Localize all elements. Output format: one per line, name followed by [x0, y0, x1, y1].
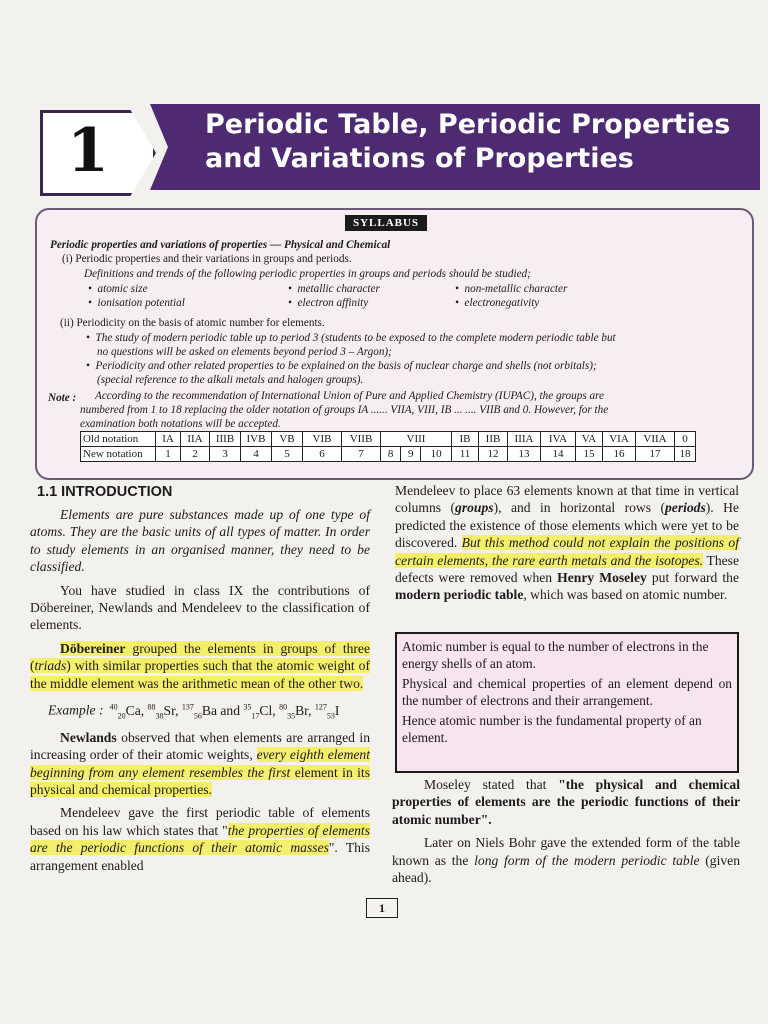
table-cell: IA: [156, 432, 181, 447]
table-cell: 8: [381, 447, 401, 462]
intro-paragraph-5: Mendeleev gave the first periodic table of elements based on his law which states that "the properties of elements are the periodic functions of their atomic masses". This arrangement enabled: [30, 805, 370, 873]
syllabus-item-2-bullet-2-cont: (special reference to the alkali metals and halogen groups).: [97, 374, 364, 386]
table-cell: 16: [603, 447, 636, 462]
syllabus-item-1: (i) Periodic properties and their variations in groups and periods.: [62, 253, 352, 265]
syllabus-item-2-bullet-1-cont: no questions will be asked on elements beyond period 3 – Argon);: [97, 346, 392, 358]
syllabus-bullet: • metallic character: [288, 283, 380, 295]
syllabus-bullet: • electronegativity: [455, 297, 540, 309]
table-cell: IIA: [181, 432, 210, 447]
table-cell: IIB: [479, 432, 508, 447]
key-point-2: Physical and chemical properties of an element depend on the number of electrons and their arrangement.: [402, 675, 732, 709]
table-cell: VIB: [303, 432, 342, 447]
bohr-paragraph: Later on Niels Bohr gave the extended form of the table known as the long form of the modern periodic table (given ahead).: [392, 835, 740, 886]
syllabus-bullet: • atomic size: [88, 283, 148, 295]
isotope-example: Example : $^{40}_{20}$Ca, $^{88}_{38}$Sr, $^{137}_{56}$Ba and $^{35}_{17}$Cl, $^{80}_{35}$Br, $^{127}_{53}$I: [48, 702, 340, 721]
table-cell: 4: [241, 447, 272, 462]
left-column: [30, 506, 370, 874]
table-cell: 1: [156, 447, 181, 462]
chapter-title-line1: Periodic Table, Periodic Properties: [205, 109, 731, 140]
table-cell: IVA: [541, 432, 576, 447]
table-cell: IVB: [241, 432, 272, 447]
table-cell: 0: [675, 432, 696, 447]
table-cell: 10: [421, 447, 452, 462]
table-cell: 9: [401, 447, 421, 462]
table-cell: 2: [181, 447, 210, 462]
table-cell: IB: [452, 432, 479, 447]
chapter-number: 1: [67, 116, 109, 186]
mendeleev-paragraph: Mendeleev to place 63 elements known at that time in vertical columns (groups), and in horizontal rows (periods). He predicted the existence of those elements which were yet to be discovered. But this method could not explain the positions of certain elements, the rare earth metals and the isotopes. These defects were removed when Henry Moseley put forward the modern periodic table, which was based on atomic number.: [395, 483, 739, 603]
right-column-top: [395, 482, 739, 604]
chapter-title: [205, 108, 745, 176]
chapter-title-line2: and Variations of Properties: [205, 143, 634, 174]
table-cell: 14: [541, 447, 576, 462]
moseley-paragraph: Moseley stated that "the physical and chemical properties of elements are the periodic functions of their atomic number".: [392, 777, 740, 827]
syllabus-item-1-sub: Definitions and trends of the following periodic properties in groups and periods should be studied;: [84, 268, 531, 280]
table-cell: VIIB: [342, 432, 381, 447]
intro-paragraph-3: Döbereiner grouped the elements in groups of three (triads) with similar properties such that the atomic weight of the middle element was the arithmetic mean of the other two.: [30, 640, 370, 691]
table-cell: 12: [479, 447, 508, 462]
key-points-text: [402, 638, 732, 746]
table-cell: 11: [452, 447, 479, 462]
table-cell: VIII: [381, 432, 452, 447]
intro-paragraph-1: Elements are pure substances made up of one type of atoms. They are the basic units of all types of matter. In order to study elements in an organised manner, they need to be classified.: [30, 507, 370, 575]
syllabus-bullet: • non-metallic character: [455, 283, 568, 295]
section-heading: 1.1 INTRODUCTION: [37, 484, 173, 500]
note-line-2: numbered from 1 to 18 replacing the older notation of groups IA ...... VIIA, VIII, IB ... .... VIIB and 0. However, for the: [80, 404, 609, 416]
syllabus-bullet: • ionisation potential: [88, 297, 185, 309]
note-line-1: According to the recommendation of International Union of Pure and Applied Chemistry (IUPAC), the groups are: [95, 390, 604, 402]
note-label: Note :: [48, 392, 77, 404]
key-point-1: Atomic number is equal to the number of electrons in the energy shells of an atom.: [402, 639, 709, 672]
table-cell: 5: [272, 447, 303, 462]
table-row-label: New notation: [81, 447, 156, 462]
table-cell: 7: [342, 447, 381, 462]
table-row-label: Old notation: [81, 432, 156, 447]
table-cell: 18: [675, 447, 696, 462]
old-notation-row: [81, 432, 696, 447]
table-cell: 13: [508, 447, 541, 462]
table-cell: IIIB: [210, 432, 241, 447]
syllabus-heading: Periodic properties and variations of properties — Physical and Chemical: [50, 239, 391, 251]
table-cell: 6: [303, 447, 342, 462]
syllabus-item-2-bullet-2: • Periodicity and other related properties to be explained on the basis of nuclear charge and shells (not orbitals);: [86, 360, 597, 372]
table-cell: 3: [210, 447, 241, 462]
syllabus-tag: SYLLABUS: [345, 215, 427, 231]
table-cell: VIA: [603, 432, 636, 447]
intro-paragraph-2: You have studied in class IX the contributions of Döbereiner, Newlands and Mendeleev to the classification of elements.: [30, 582, 370, 633]
intro-paragraph-4: Newlands observed that when elements are arranged in increasing order of their atomic weights, every eighth element beginning from any element resembles the first element in its physical and chemical properties.: [30, 729, 370, 797]
page-number: 1: [366, 898, 398, 918]
new-notation-row: [81, 447, 696, 462]
syllabus-item-2: (ii) Periodicity on the basis of atomic number for elements.: [60, 317, 325, 329]
table-cell: VB: [272, 432, 303, 447]
table-cell: 17: [636, 447, 675, 462]
notation-table: [80, 431, 696, 462]
note-line-3: examination both notations will be accepted.: [80, 418, 281, 430]
right-column-bottom: [392, 776, 740, 886]
syllabus-item-2-bullet-1: • The study of modern periodic table up to period 3 (students to be exposed to the complete modern periodic table but: [86, 332, 616, 344]
table-cell: IIIA: [508, 432, 541, 447]
table-cell: 15: [576, 447, 603, 462]
syllabus-bullet: • electron affinity: [288, 297, 369, 309]
key-point-3: Hence atomic number is the fundamental property of an element.: [402, 712, 702, 746]
table-cell: VA: [576, 432, 603, 447]
table-cell: VIIA: [636, 432, 675, 447]
